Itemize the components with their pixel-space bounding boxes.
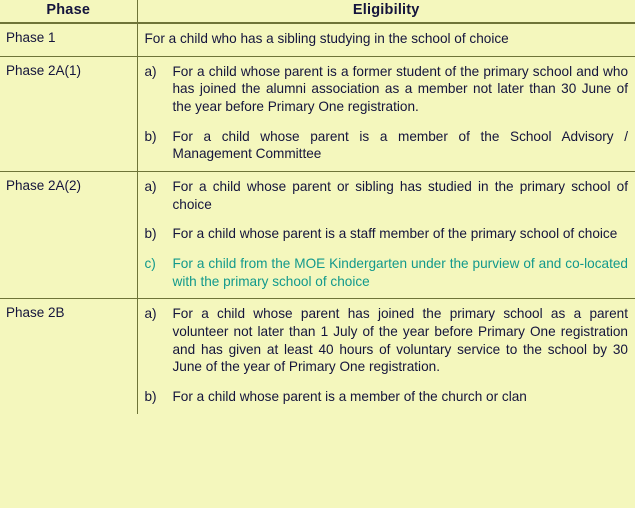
list-item-text: For a child whose parent is a former student of the primary school and who has joined the alumni association as a member not later than 30 June of the year before Primary One registration. <box>172 63 628 115</box>
list-item-marker: a) <box>144 179 157 195</box>
phase-label: Phase 2A(1) <box>0 56 137 171</box>
list-item-marker: b) <box>144 226 157 242</box>
list-item-marker: a) <box>144 306 157 322</box>
eligibility-item-list <box>145 305 631 405</box>
list-item-marker: b) <box>144 128 157 144</box>
eligibility-cell <box>137 299 635 414</box>
table-header-row <box>0 0 635 23</box>
list-item-highlighted <box>145 255 631 290</box>
table-row <box>0 56 635 171</box>
eligibility-text: For a child who has a sibling studying in the school of choice <box>144 31 509 46</box>
list-item-marker: b) <box>144 389 157 405</box>
list-item-text: For a child whose parent is a member of the School Advisory / Management Committee <box>172 128 628 162</box>
phase-label: Phase 2B <box>0 299 137 414</box>
table-row <box>0 299 635 414</box>
list-item-text: For a child from the MOE Kindergarten under the purview of and co-located with the primary school of choice <box>172 256 628 289</box>
phase-label: Phase 1 <box>0 23 137 56</box>
table-body <box>0 23 635 414</box>
list-item-marker: a) <box>144 63 157 79</box>
column-header-eligibility: Eligibility <box>137 0 635 23</box>
list-item-text: For a child whose parent is a staff member of the primary school of choice <box>172 226 618 242</box>
list-item-clipped <box>145 388 631 406</box>
list-item <box>145 225 631 243</box>
table-row <box>0 172 635 299</box>
list-item-text: For a child whose parent has joined the primary school as a parent volunteer not later than 1 July of the year before Primary One registration and has given at least 40 hours of voluntary service to the school by 30 June of the year of Primary One registration. <box>172 306 628 375</box>
table-row <box>0 23 635 56</box>
eligibility-item-list <box>145 178 631 290</box>
list-item <box>145 178 631 213</box>
eligibility-cell <box>137 172 635 299</box>
phase-label: Phase 2A(2) <box>0 172 137 299</box>
list-item <box>145 63 631 116</box>
list-item-text: For a child whose parent or sibling has studied in the primary school of choice <box>172 179 628 212</box>
table-header <box>0 0 635 23</box>
list-item-text: For a child whose parent is a member of the church or clan <box>172 389 527 405</box>
column-header-phase: Phase <box>0 0 137 23</box>
eligibility-item-list <box>145 63 631 163</box>
eligibility-cell <box>137 23 635 56</box>
list-item <box>145 128 631 163</box>
list-item-marker: c) <box>144 256 156 272</box>
eligibility-cell <box>137 56 635 171</box>
list-item <box>145 305 631 376</box>
